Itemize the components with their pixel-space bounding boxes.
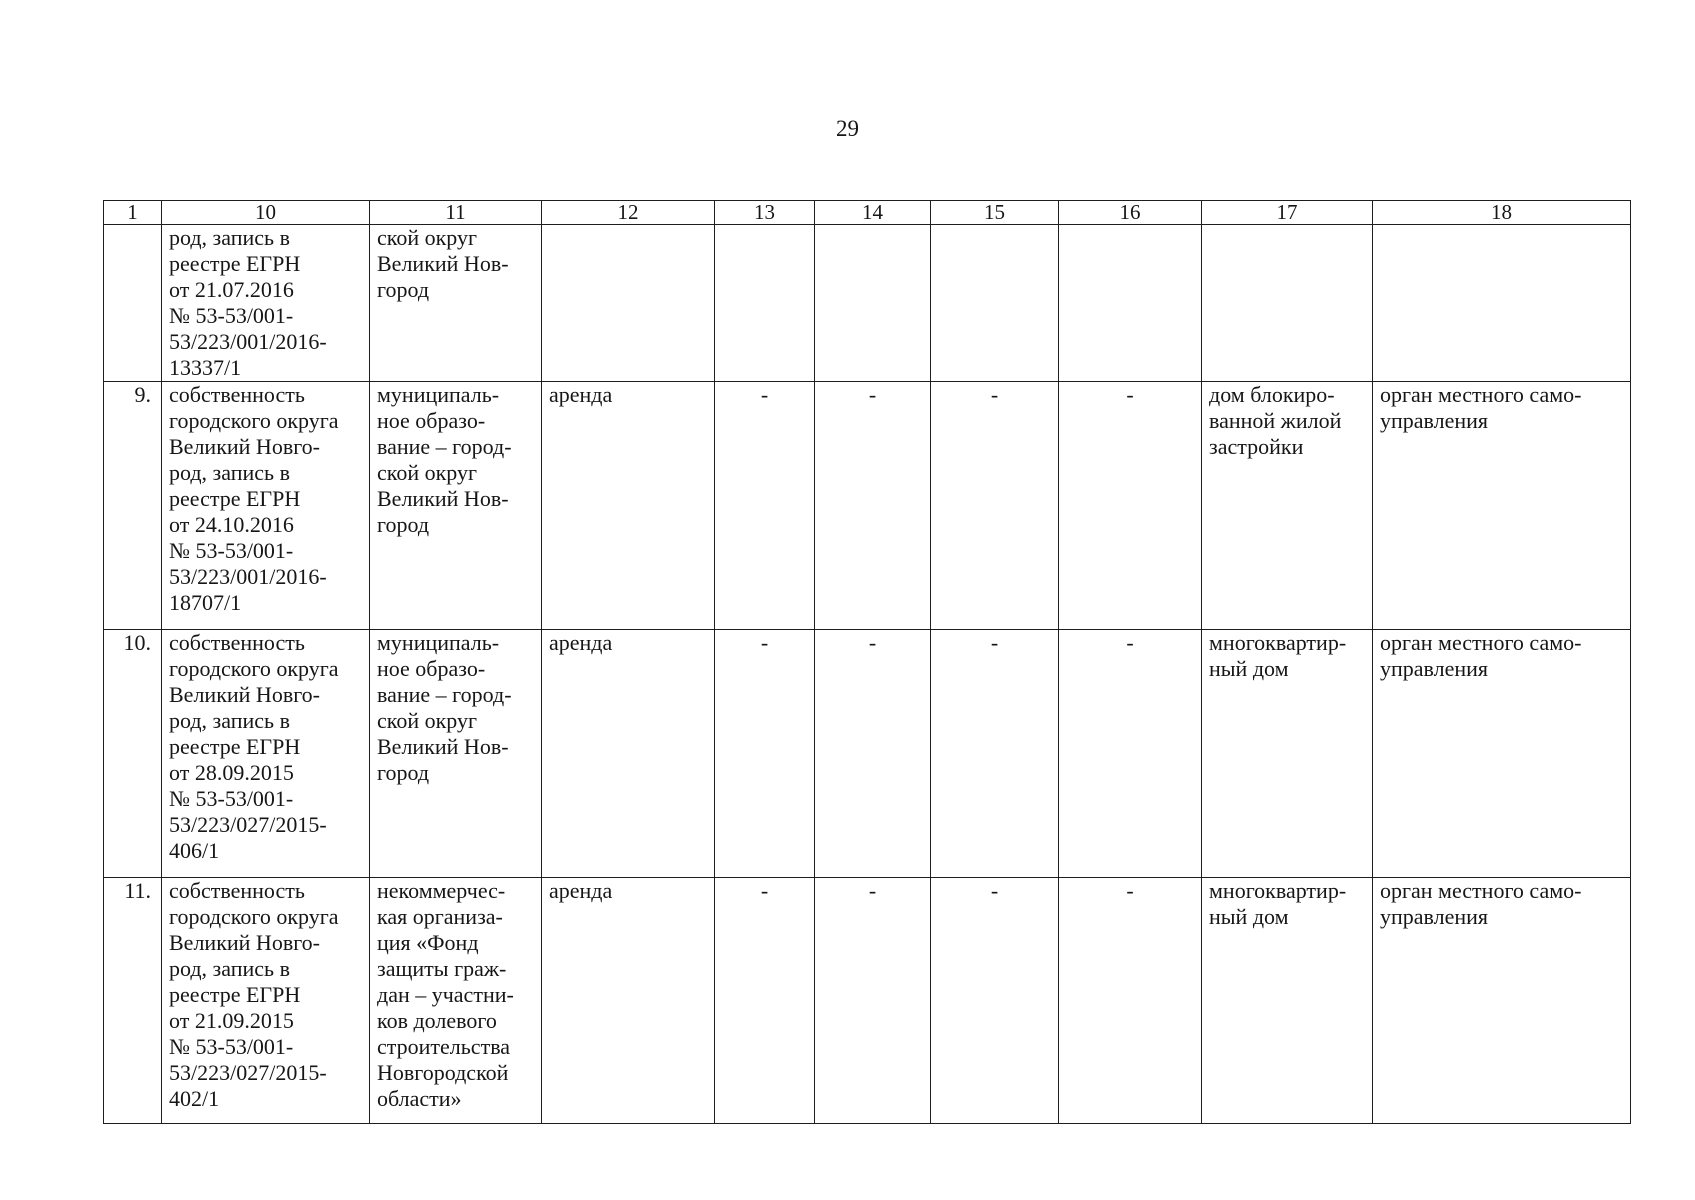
building-cell (1202, 225, 1373, 382)
authority-cell (1373, 878, 1631, 1124)
right-holder-text: собственность городского округа Великий Новго- род, запись в реестре ЕГРН от 28.09.2015 № 53-53/001- 53/223/027/2015- 406/1 (169, 630, 339, 863)
column-header: 16 (1059, 201, 1202, 225)
authority-text: орган местного само- управления (1380, 630, 1582, 681)
col13-cell: - (715, 878, 815, 1124)
col13-cell: - (715, 382, 815, 630)
col15-cell: - (931, 878, 1059, 1124)
column-header: 14 (815, 201, 931, 225)
authority-cell (1373, 382, 1631, 630)
building-text: многоквартир- ный дом (1209, 878, 1347, 929)
registry-table (103, 200, 1631, 1124)
page-number: 29 (836, 116, 859, 141)
row-number: 11. (104, 878, 162, 1124)
row-number: 10. (104, 630, 162, 878)
owner-cell (370, 630, 542, 878)
column-header: 12 (542, 201, 715, 225)
right-holder-cell (162, 382, 370, 630)
owner-cell (370, 225, 542, 382)
col16-cell: - (1059, 382, 1202, 630)
owner-cell (370, 382, 542, 630)
building-cell (1202, 382, 1373, 630)
right-holder-cell (162, 878, 370, 1124)
building-text: дом блокиро- ванной жилой застройки (1209, 382, 1342, 459)
owner-text: муниципаль- ное образо- вание – город- ской округ Великий Нов- город (377, 382, 512, 537)
row-number (104, 225, 162, 382)
col16-cell (1059, 225, 1202, 382)
use-type-cell: аренда (542, 630, 715, 878)
column-header: 11 (370, 201, 542, 225)
use-type-cell (542, 225, 715, 382)
col14-cell: - (815, 878, 931, 1124)
authority-cell (1373, 630, 1631, 878)
authority-text: орган местного само- управления (1380, 382, 1582, 433)
building-cell (1202, 630, 1373, 878)
table-row (104, 382, 1631, 630)
col14-cell: - (815, 382, 931, 630)
owner-text: муниципаль- ное образо- вание – город- ской округ Великий Нов- город (377, 630, 512, 785)
column-header: 15 (931, 201, 1059, 225)
col13-cell (715, 225, 815, 382)
right-holder-text: род, запись в реестре ЕГРН от 21.07.2016 № 53-53/001- 53/223/001/2016- 13337/1 (169, 225, 327, 380)
col16-cell: - (1059, 630, 1202, 878)
owner-text: ской округ Великий Нов- город (377, 225, 509, 302)
col15-cell: - (931, 382, 1059, 630)
use-type-cell: аренда (542, 878, 715, 1124)
right-holder-text: собственность городского округа Великий Новго- род, запись в реестре ЕГРН от 24.10.2016 № 53-53/001- 53/223/001/2016- 18707/1 (169, 382, 339, 615)
owner-text: некоммерчес- кая организа- ция «Фонд защиты граж- дан – участни- ков долевого строительства Новгородской области» (377, 878, 514, 1111)
table-row (104, 878, 1631, 1124)
authority-cell (1373, 225, 1631, 382)
column-header: 13 (715, 201, 815, 225)
table-row (104, 225, 1631, 382)
right-holder-text: собственность городского округа Великий Новго- род, запись в реестре ЕГРН от 21.09.2015 № 53-53/001- 53/223/027/2015- 402/1 (169, 878, 339, 1111)
row-number: 9. (104, 382, 162, 630)
col14-cell (815, 225, 931, 382)
col15-cell (931, 225, 1059, 382)
building-text: многоквартир- ный дом (1209, 630, 1347, 681)
column-header: 18 (1373, 201, 1631, 225)
col13-cell: - (715, 630, 815, 878)
right-holder-cell (162, 225, 370, 382)
column-header: 1 (104, 201, 162, 225)
authority-text: орган местного само- управления (1380, 878, 1582, 929)
column-header: 17 (1202, 201, 1373, 225)
use-type-cell: аренда (542, 382, 715, 630)
table-row (104, 630, 1631, 878)
col14-cell: - (815, 630, 931, 878)
owner-cell (370, 878, 542, 1124)
col16-cell: - (1059, 878, 1202, 1124)
column-header: 10 (162, 201, 370, 225)
col15-cell: - (931, 630, 1059, 878)
right-holder-cell (162, 630, 370, 878)
column-number-row (104, 201, 1631, 225)
building-cell (1202, 878, 1373, 1124)
